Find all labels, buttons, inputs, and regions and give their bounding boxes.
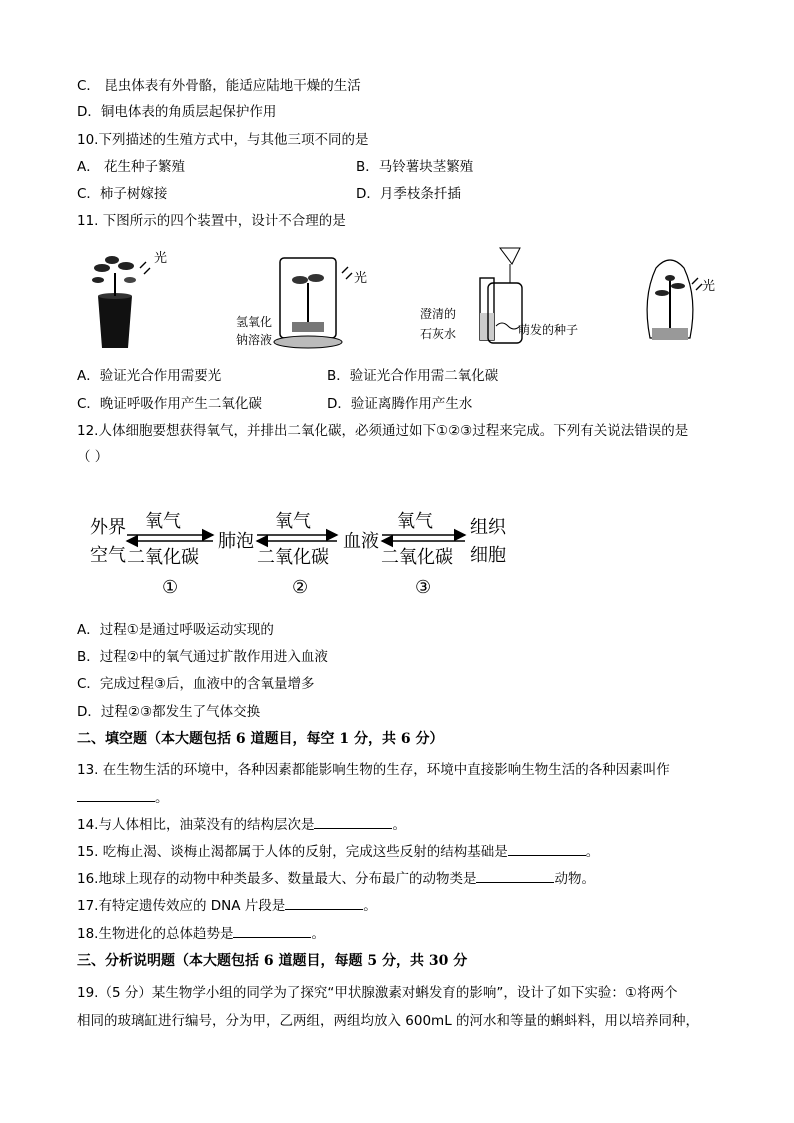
q12-option-d: D．过程②③都发生了气体交换 [77, 704, 261, 720]
naoh-label-line1: 氢氧化 [236, 315, 273, 329]
alveoli-label: 肺泡 [218, 531, 254, 552]
q12-option-a: A．过程①是通过呼吸运动实现的 [77, 622, 274, 638]
q17-text: 17.有特定遗传效应的 DNA 片段是 [77, 898, 286, 914]
q13-blank[interactable] [77, 789, 155, 802]
q16-text: 16.地球上现存的动物中种类最多、数量最大、分布最广的动物类是 [77, 871, 477, 887]
light-label-2: 光 [354, 271, 368, 286]
q19-line-2: 相同的玻璃缸进行编号，分为甲，乙两组，两组均放入 600mL 的河水和等量的蝌蚪料，用以培养同种， [77, 1013, 700, 1029]
oxygen-label-1: 氧气 [145, 511, 181, 532]
q11-apparatus-figure [70, 238, 720, 358]
q10-option-d: D．月季枝条扦插 [356, 186, 461, 202]
q15 [77, 843, 599, 861]
naoh-label-line2: 钠溶液 [236, 333, 273, 347]
outside-air-label-line2: 空气 [90, 545, 126, 566]
q15-end: 。 [585, 844, 600, 860]
q18-blank[interactable] [233, 925, 311, 938]
q15-blank[interactable] [508, 843, 586, 856]
q9-option-c: C． 昆虫体表有外骨骼，能适应陆地干燥的生活 [77, 78, 361, 94]
light-label-4: 光 [702, 279, 716, 294]
q17-blank[interactable] [285, 897, 363, 910]
q15-text: 15. 吃梅止渴、谈梅止渴都属于人体的反射，完成这些反射的结构基础是 [77, 844, 508, 860]
seed-bottle-apparatus [420, 248, 578, 343]
blood-label: 血液 [343, 531, 379, 552]
co2-label-2: 二氧化碳 [257, 547, 329, 568]
q18 [77, 925, 325, 943]
q12-stem: 12.人体细胞要想获得氧气，并排出二氧化碳，必须通过如下①②③过程来完成。下列有关说法错误的是 [77, 423, 689, 439]
process-1-label: ① [162, 577, 179, 598]
q16-end: 动物。 [554, 871, 595, 887]
light-label-1: 光 [154, 251, 168, 266]
bagged-plant-apparatus [647, 260, 715, 340]
q17 [77, 897, 377, 915]
q14-text: 14.与人体相比，油菜没有的结构层次是 [77, 817, 315, 833]
tissue-cell-label-line1: 组织 [470, 517, 506, 538]
q11-stem: 11. 下图所示的四个装置中，设计不合理的是 [77, 213, 346, 229]
q16 [77, 870, 595, 888]
co2-label-3: 二氧化碳 [381, 547, 453, 568]
q13-end: 。 [155, 790, 169, 806]
q13-answer-line [77, 789, 169, 807]
q10-option-b: B．马铃薯块茎繁殖 [356, 159, 474, 175]
q18-text: 18.生物进化的总体趋势是 [77, 926, 234, 942]
oxygen-label-2: 氧气 [275, 511, 311, 532]
q10-option-a: A． 花生种子繁殖 [77, 159, 186, 175]
seeds-label: 萌发的种子 [518, 323, 579, 337]
q11-option-d: D．验证离腾作用产生水 [327, 396, 473, 412]
q12-paren: （ ） [77, 449, 109, 465]
bell-jar-apparatus [236, 258, 367, 348]
co2-label-1: 二氧化碳 [127, 547, 199, 568]
q12-option-b: B．过程②中的氧气通过扩散作用进入血液 [77, 649, 328, 665]
q17-end: 。 [363, 898, 377, 914]
q11-option-b: B．验证光合作用需二氧化碳 [327, 368, 499, 384]
gas-exchange-flow-diagram [85, 505, 515, 600]
potted-plant-apparatus [92, 250, 167, 348]
section-3-heading: 三、分析说明题（本大题包括 6 道题目，每题 5 分，共 30 分 [77, 953, 468, 969]
q16-blank[interactable] [476, 870, 554, 883]
q11-option-c: C．晚证呼吸作用产生二氧化碳 [77, 396, 262, 412]
limewater-label-line1: 澄清的 [420, 307, 457, 321]
q14-blank[interactable] [314, 816, 392, 829]
q11-option-a: A．验证光合作用需要光 [77, 368, 222, 384]
limewater-label-line2: 石灰水 [420, 327, 457, 341]
q18-end: 。 [311, 926, 325, 942]
section-2-heading: 二、填空题（本大题包括 6 道题目，每空 1 分，共 6 分） [77, 731, 444, 747]
q14 [77, 816, 406, 834]
q12-option-c: C．完成过程③后，血液中的含氧量增多 [77, 676, 315, 692]
q14-end: 。 [392, 817, 406, 833]
q9-option-d: D．铜电体表的角质层起保护作用 [77, 104, 277, 120]
q13-text: 13. 在生物生活的环境中，各种因素都能影响生物的生存，环境中直接影响生物生活的各种因素叫作 [77, 762, 670, 778]
oxygen-label-3: 氧气 [397, 511, 433, 532]
q19-line-1: 19.（5 分）某生物学小组的同学为了探究“甲状腺激素对蝌发育的影响”，设计了如下实验：①将两个 [77, 985, 678, 1001]
tissue-cell-label-line2: 细胞 [470, 545, 506, 566]
outside-air-label-line1: 外界 [90, 517, 126, 538]
process-2-label: ② [292, 577, 309, 598]
process-3-label: ③ [415, 577, 432, 598]
q10-option-c: C．柿子树嫁接 [77, 186, 168, 202]
q10-stem: 10.下列描述的生殖方式中，与其他三项不同的是 [77, 132, 369, 148]
